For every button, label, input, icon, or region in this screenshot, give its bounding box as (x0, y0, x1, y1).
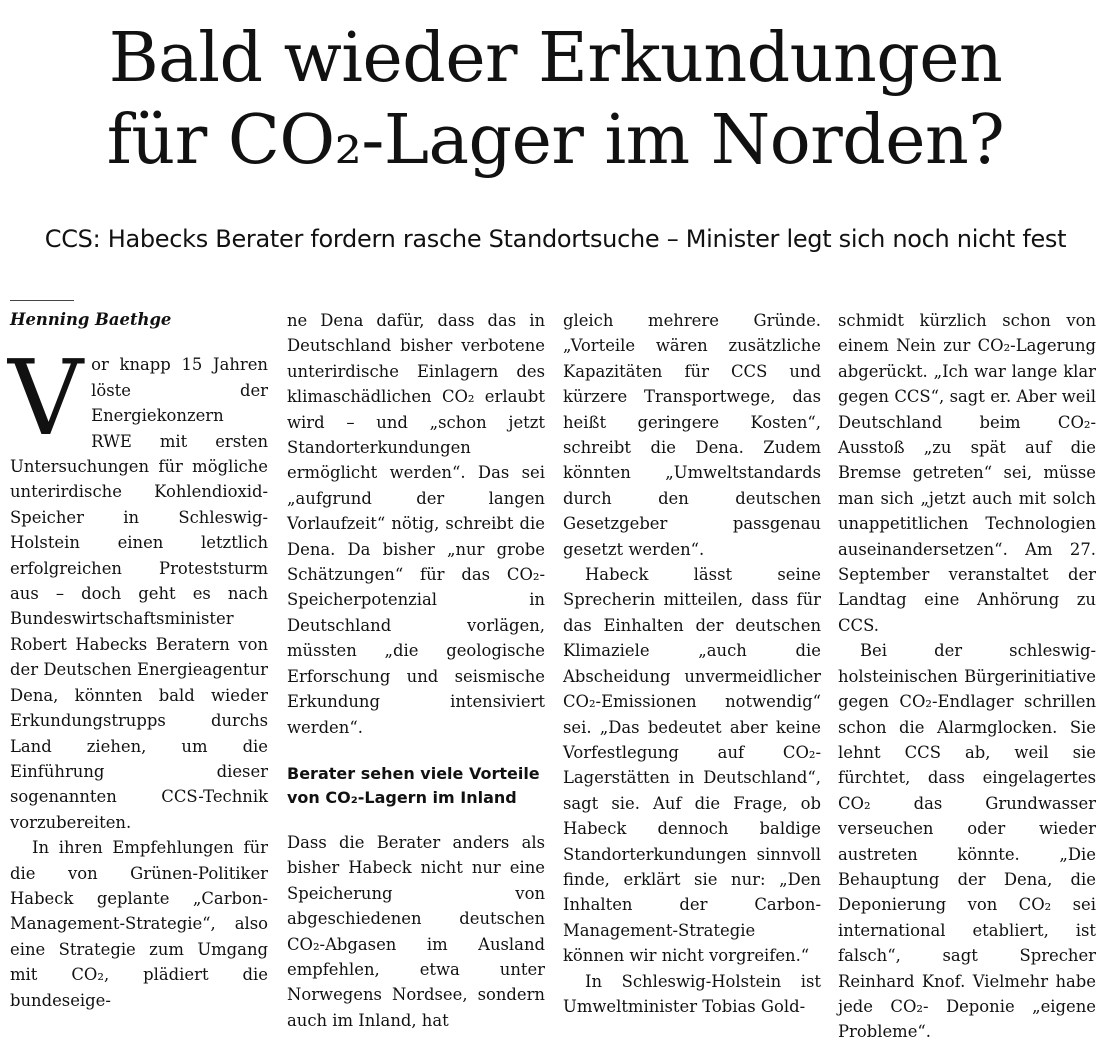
paragraph-4: Habeck lässt seine Sprecherin mitteilen, dass für das Einhalten der deutschen Klimaziele „auch die Abscheidung unvermeidlicher CO₂-Emissionen notwendig“ sei. „Das bedeutet aber keine Vorfestlegung auf CO₂-Lagerstätten in Deutschland“, sagt sie. Auf die Frage, ob Habeck dennoch baldige Standorterkundungen sinnvoll finde, erklärt sie nur: „Den Inhalten der Carbon-Management-Strategie können wir nicht vorgreifen.“ (563, 565, 821, 966)
article-column-2 (287, 308, 545, 1033)
subheadline: CCS: Habecks Berater fordern rasche Standortsuche – Minister legt sich noch nicht fest (44, 225, 1067, 253)
paragraph-2-cont: ne Dena dafür, dass das in Deutschland bisher verbotene unterirdische Einlagern des klimaschädlichen CO₂ erlaubt wird – und „schon jetzt Standorterkundungen ermöglicht werden“. Das sei „aufgrund der langen Vorlaufzeit“ nötig, schreibt die Dena. Da bisher „nur grobe Schätzungen“ für das CO₂-Speicherpotenzial in Deutschland vorlägen, müssten „die geologische Erforschung und seismische Erkundung intensiviert werden“. (287, 311, 545, 737)
paragraph-5-start: In Schleswig-Holstein ist Umweltminister Tobias Gold- (563, 971, 821, 1016)
article-column-4 (838, 308, 1096, 1045)
paragraph-6: Bei der schleswig-holsteinischen Bürgerinitiative gegen CO₂-Endlager schrillen schon die Alarmglocken. Sie lehnt CCS ab, weil sie fürchtet, dass eingelagertes CO₂ das Grundwasser verseuchen oder wieder austreten könnte. „Die Behauptung der Dena, die Deponierung von CO₂ sei international etabliert, ist falsch“, sagt Sprecher Reinhard Knof. Vielmehr habe jede CO₂- Deponie „eigene Probleme“. (838, 641, 1096, 1042)
article-column-1 (10, 308, 268, 1013)
author-byline: Henning Baethge (10, 310, 172, 329)
paragraph-3-start: Dass die Berater anders als bisher Habeck nicht nur eine Speicherung von abgeschiedenen deutschen CO₂-Abgasen im Ausland empfehlen, etwa unter Norwegens Nordsee, sondern auch im Inland, hat (287, 832, 545, 1030)
author-rule (10, 300, 74, 301)
article-column-3 (563, 308, 821, 1019)
crosshead: Berater sehen viele Vorteile von CO₂-Lagern im Inland (287, 763, 540, 807)
paragraph-5-cont: schmidt kürzlich schon von einem Nein zur CO₂-Lagerung abgerückt. „Ich war lange klar gegen CCS“, sagt er. Aber weil Deutschland beim CO₂-Ausstoß „zu spät auf die Bremse getreten“ sei, müsse man sich „jetzt auch mit solch unappetitlichen Technologien auseinandersetzen“. Am 27. September veranstaltet der Landtag eine Anhörung zu CCS. (838, 311, 1096, 635)
paragraph-3-cont: gleich mehrere Gründe. „Vorteile wären zusätzliche Kapazitäten für CCS und kürzere Transportwege, das heißt geringere Kosten“, schreibt die Dena. Zudem könnten „Umweltstandards durch den deutschen Gesetzgeber passgenau gesetzt werden“. (563, 311, 821, 559)
drop-cap: V (8, 337, 84, 460)
paragraph-1: Vor knapp 15 Jahren löste der Energiekonzern RWE mit ersten Untersuchungen für mögliche unterirdische Kohlendioxid-Speicher in Schleswig-Holstein einen letztlich erfolgreichen Proteststurm aus – doch geht es nach Bundeswirtschaftsminister Robert Habecks Beratern von der Deutschen Energieagentur Dena, könnten bald wieder Erkundungstrupps durchs Land ziehen, um die Einführung dieser sogenannten CCS-Technik vorzubereiten. (8, 337, 268, 832)
headline: Bald wieder Erkundungen für CO₂-Lager im Norden? (106, 19, 1005, 180)
paragraph-2-start: In ihren Empfehlungen für die von Grünen-Politiker Habeck geplante „Carbon-Management-Strategie“, also eine Strategie zum Umgang mit CO₂, plädiert die bundeseige- (10, 838, 268, 1010)
